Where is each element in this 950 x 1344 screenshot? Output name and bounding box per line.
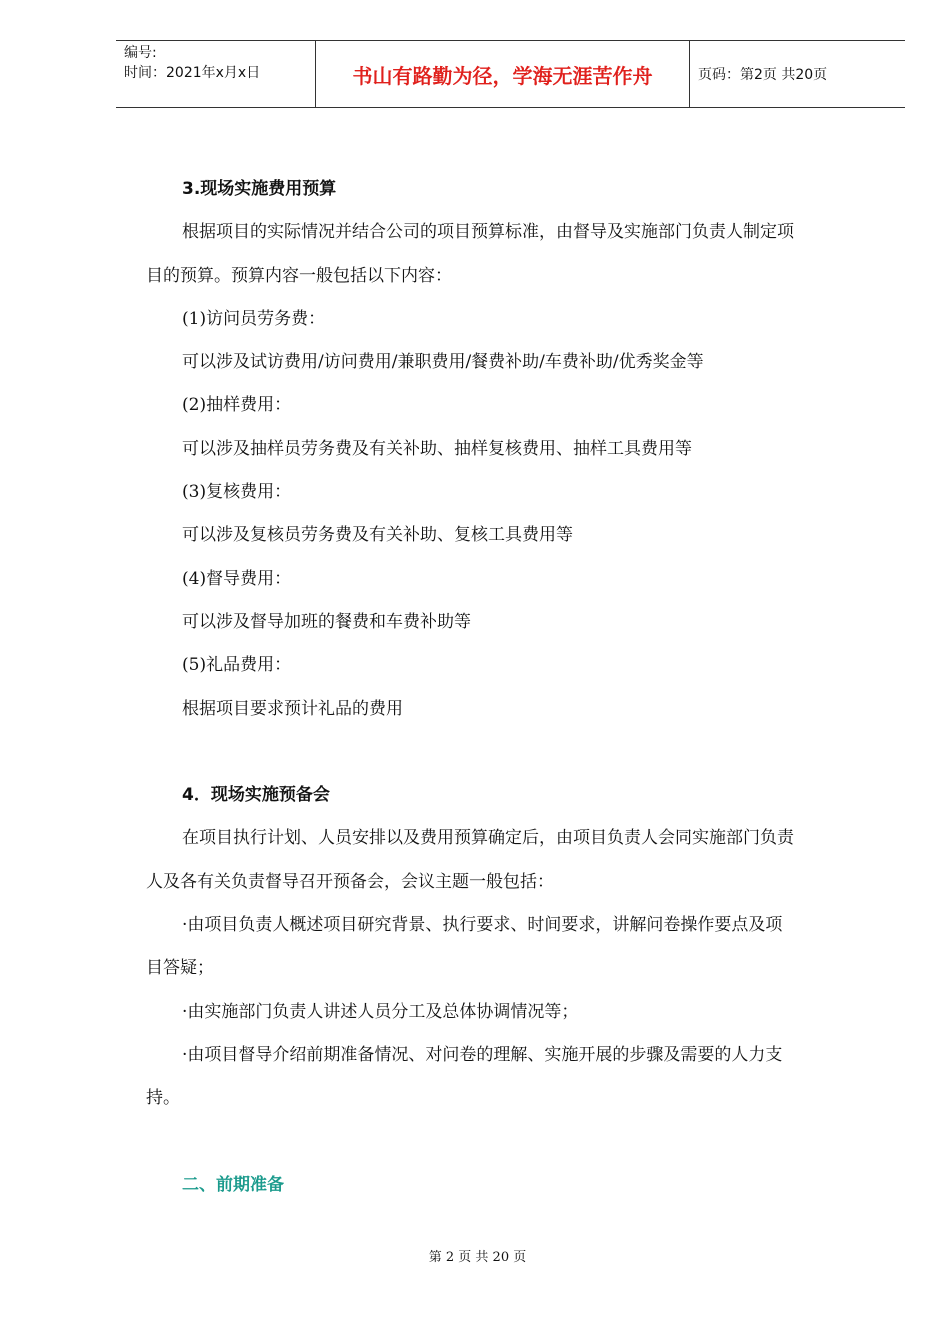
item-4-title: (4)督导费用： (182, 568, 292, 589)
bullet-2: ·由实施部门负责人讲述人员分工及总体协调情况等； (182, 1001, 579, 1022)
item-5-title: (5)礼品费用： (182, 655, 292, 676)
spacer (146, 1121, 876, 1164)
item-4-text: 可以涉及督导加班的餐费和车费补助等 (182, 611, 471, 632)
number-label: 编号: (124, 45, 157, 61)
section-4-intro-line-1: 在项目执行计划、人员安排以及费用预算确定后，由项目负责人会同实施部门负责 (182, 828, 794, 849)
page-footer (0, 1246, 950, 1265)
section-3-intro-line-1: 根据项目的实际情况并结合公司的项目预算标准，由督导及实施部门负责人制定项 (182, 222, 794, 243)
item-5-text: 根据项目要求预计礼品的费用 (182, 698, 403, 719)
header-meta (116, 41, 316, 107)
header-page-label: 页码：第2页 共20页 (698, 67, 828, 83)
item-1-title: (1)访问员劳务费： (182, 308, 326, 329)
section-3-intro-line-2: 目的预算。预算内容一般包括以下内容： (146, 265, 452, 286)
bullet-3-line-2: 持。 (146, 1088, 180, 1109)
item-1-text: 可以涉及试访费用/访问费用/兼职费用/餐费补助/车费补助/优秀奖金等 (182, 352, 704, 373)
bullet-3-line-1: ·由项目督导介绍前期准备情况、对问卷的理解、实施开展的步骤及需要的人力支 (182, 1044, 783, 1065)
item-3-title: (3)复核费用： (182, 482, 292, 503)
section-3-title: 3.现场实施费用预算 (182, 179, 337, 199)
header-motto: 书山有路勤为径，学海无涯苦作舟 (316, 41, 690, 107)
bullet-1-line-1: ·由项目负责人概述项目研究背景、执行要求、时间要求，讲解问卷操作要点及项 (182, 915, 783, 936)
section-4-title: 4．现场实施预备会 (182, 785, 330, 806)
page-footer-text: 第 2 页 共 20 页 (428, 1250, 527, 1265)
document-body (146, 168, 876, 1207)
item-2-text: 可以涉及抽样员劳务费及有关补助、抽样复核费用、抽样工具费用等 (182, 438, 692, 459)
item-3-text: 可以涉及复核员劳务费及有关补助、复核工具费用等 (182, 525, 573, 546)
item-2-title: (2)抽样费用： (182, 395, 292, 416)
section-4-intro-line-2: 人及各有关负责督导召开预备会，会议主题一般包括： (146, 871, 554, 892)
page-header (116, 40, 905, 108)
section-2-title: 二、前期准备 (182, 1174, 284, 1195)
time-label: 时间：2021年x月x日 (124, 65, 261, 81)
bullet-1-line-2: 目答疑； (146, 958, 214, 979)
spacer (146, 731, 876, 774)
